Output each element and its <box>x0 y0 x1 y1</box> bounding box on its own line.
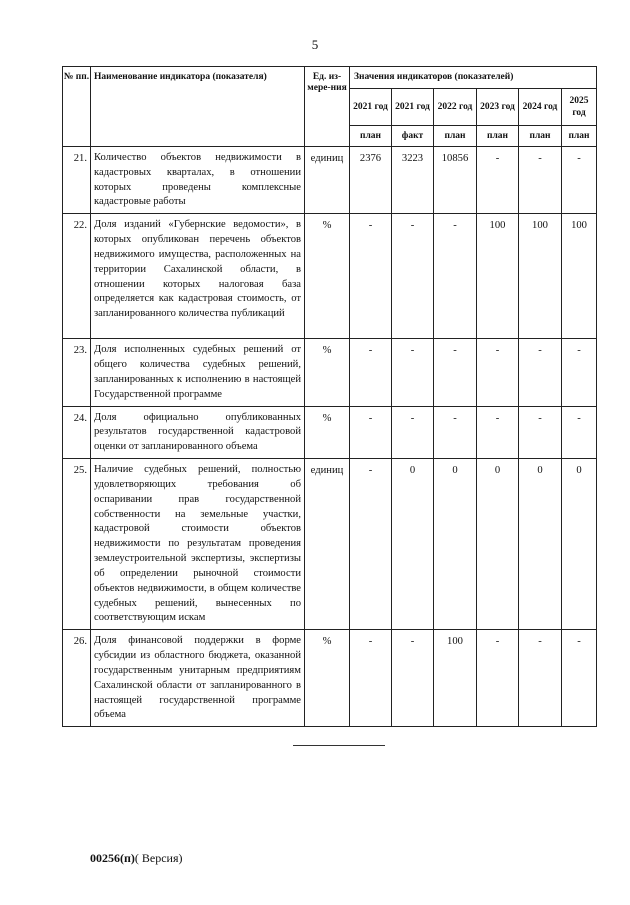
indicator-value: 100 <box>434 630 477 727</box>
col-header-year: 2024 год <box>519 89 562 126</box>
indicator-value: 100 <box>477 214 519 339</box>
indicator-value: - <box>392 630 434 727</box>
indicator-name: Количество объектов недвижимости в кадастровых кварталах, в отношении которых проведены комплексные кадастровые работы <box>91 147 305 214</box>
col-header-year: 2022 год <box>434 89 477 126</box>
col-header-kind: план <box>477 126 519 147</box>
row-number: 24. <box>63 406 91 458</box>
document-code-number: 00256(п) <box>90 851 135 865</box>
col-header-year: 2021 год <box>350 89 392 126</box>
closing-rule <box>293 745 385 746</box>
indicator-unit: % <box>305 406 350 458</box>
table-row <box>63 214 597 339</box>
indicator-value: - <box>350 214 392 339</box>
indicator-value: - <box>477 339 519 406</box>
col-header-name: Наименование индикатора (показателя) <box>91 67 305 147</box>
indicator-unit: % <box>305 214 350 339</box>
indicator-value: 100 <box>519 214 562 339</box>
row-number: 26. <box>63 630 91 727</box>
indicator-value: - <box>562 630 597 727</box>
indicator-value: - <box>434 214 477 339</box>
indicator-value: - <box>350 406 392 458</box>
col-header-year: 2025 год <box>562 89 597 126</box>
row-number: 23. <box>63 339 91 406</box>
indicator-value: 2376 <box>350 147 392 214</box>
indicator-value: 0 <box>434 459 477 630</box>
col-header-kind: план <box>562 126 597 147</box>
indicator-value: - <box>562 147 597 214</box>
indicator-value: - <box>562 406 597 458</box>
indicator-value: - <box>477 630 519 727</box>
indicator-name: Доля финансовой поддержки в форме субсидии из областного бюджета, оказанной государственным унитарным предприятиям Сахалинской области от запланированного в настоящей государственной программе объема <box>91 630 305 727</box>
col-header-number: № пп. <box>63 67 91 147</box>
indicator-value: - <box>519 630 562 727</box>
indicator-value: - <box>519 406 562 458</box>
col-header-kind: план <box>350 126 392 147</box>
indicator-value: - <box>350 630 392 727</box>
indicator-name: Наличие судебных решений, полностью удовлетворяющих требования об оспаривании прав государственной собственности на земельные участки, кадастровой стоимости объектов недвижимости по результатам проведения землеустроительной экспертизы, экспертизы об определении рыночной стоимости объектов недвижимости, в общем количестве судебных решений, вынесенных по соответствующим искам <box>91 459 305 630</box>
indicator-unit: единиц <box>305 459 350 630</box>
indicator-value: - <box>519 147 562 214</box>
indicators-table <box>62 66 597 727</box>
row-number: 25. <box>63 459 91 630</box>
indicator-value: - <box>350 339 392 406</box>
indicator-value: 100 <box>562 214 597 339</box>
document-version: ( Версия) <box>134 851 183 865</box>
table-row <box>63 459 597 630</box>
indicator-name: Доля исполненных судебных решений от общего количества судебных решений, запланированных к исполнению в настоящей Государственной программе <box>91 339 305 406</box>
col-header-kind: план <box>434 126 477 147</box>
row-number: 22. <box>63 214 91 339</box>
indicator-name: Доля официально опубликованных результатов государственной кадастровой оценки от запланированного объема <box>91 406 305 458</box>
indicator-value: 0 <box>562 459 597 630</box>
col-header-values-group: Значения индикаторов (показателей) <box>350 67 597 89</box>
row-number: 21. <box>63 147 91 214</box>
page-number: 5 <box>311 37 319 52</box>
indicator-value: - <box>477 406 519 458</box>
indicator-value: - <box>392 406 434 458</box>
col-header-year: 2023 год <box>477 89 519 126</box>
indicator-value: - <box>392 339 434 406</box>
table-row <box>63 147 597 214</box>
indicator-value: - <box>434 406 477 458</box>
col-header-kind: план <box>519 126 562 147</box>
indicator-name: Доля изданий «Губернские ведомости», в которых опубликован перечень объектов недвижимого имущества, расположенных на территории Сахалинской области, в отношении которых налоговая база определяется как кадастровая стоимость, от запланированного количества публикаций <box>91 214 305 339</box>
indicator-unit: % <box>305 630 350 727</box>
indicator-value: - <box>562 339 597 406</box>
col-header-unit: Ед. из-мере-ния <box>305 67 350 147</box>
table-row <box>63 406 597 458</box>
indicator-value: 3223 <box>392 147 434 214</box>
indicator-unit: % <box>305 339 350 406</box>
indicator-value: - <box>434 339 477 406</box>
col-header-year: 2021 год <box>392 89 434 126</box>
indicator-unit: единиц <box>305 147 350 214</box>
table-row <box>63 339 597 406</box>
indicator-value: 10856 <box>434 147 477 214</box>
indicator-value: 0 <box>477 459 519 630</box>
indicator-value: - <box>350 459 392 630</box>
col-header-kind: факт <box>392 126 434 147</box>
document-code <box>90 851 183 866</box>
indicator-value: - <box>392 214 434 339</box>
indicator-value: - <box>519 339 562 406</box>
header-row-top <box>63 67 597 89</box>
indicator-value: 0 <box>392 459 434 630</box>
indicator-value: 0 <box>519 459 562 630</box>
table-row <box>63 630 597 727</box>
indicator-value: - <box>477 147 519 214</box>
